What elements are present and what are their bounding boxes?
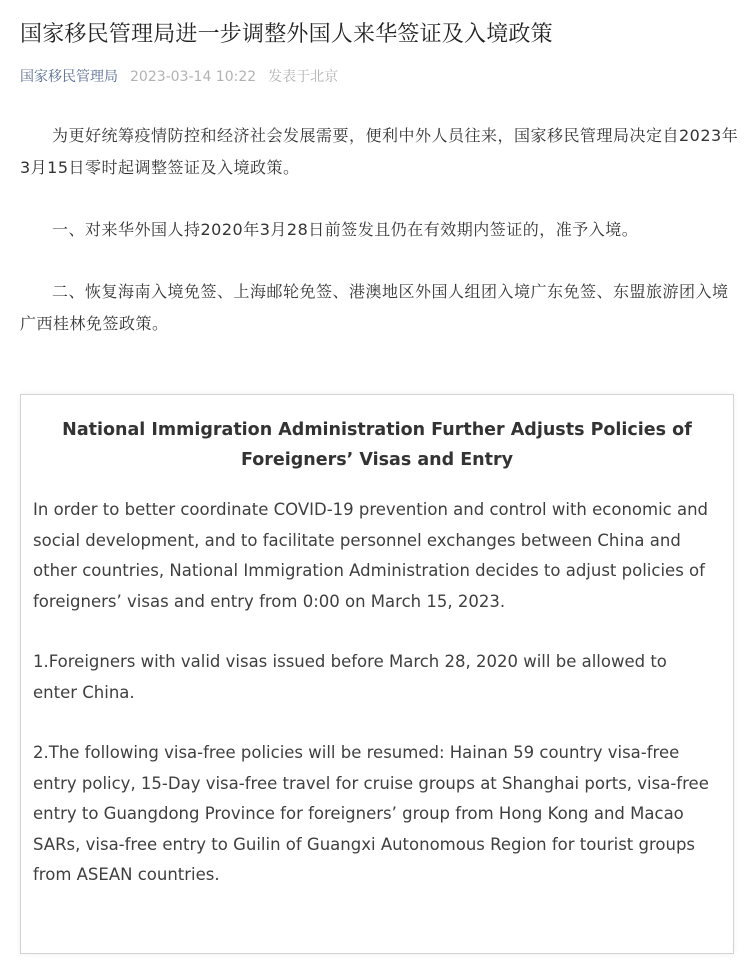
source-account-link[interactable]: 国家移民管理局	[20, 69, 118, 85]
chinese-paragraph-item-1: 一、对来华外国人持2020年3月28日前签发且仍在有效期内签证的，准予入境。	[52, 220, 639, 239]
article-title: 国家移民管理局进一步调整外国人来华签证及入境政策	[20, 22, 553, 47]
publish-location: 发表于北京	[268, 69, 339, 85]
english-paragraph-intro: In order to better coordinate COVID-19 prevention and control with economic and social development, and to facilitate personnel exchanges between China and other countries, National Immigration Administration decides to adjust policies of foreigners’ visas and entry from 0:00 on March 15, 2023.	[33, 500, 709, 611]
article-meta	[20, 66, 338, 88]
chinese-body	[20, 120, 740, 370]
chinese-paragraph-intro: 为更好统筹疫情防控和经济社会发展需要，便利中外人员往来，国家移民管理局决定自2023年3月15日零时起调整签证及入境政策。	[20, 126, 739, 177]
english-body	[33, 495, 715, 891]
chinese-paragraph-item-2: 二、恢复海南入境免签、上海邮轮免签、港澳地区外国人组团入境广东免签、东盟旅游团入境广西桂林免签政策。	[20, 282, 729, 333]
publish-datetime: 2023-03-14 10:22	[130, 69, 257, 85]
english-title: National Immigration Administration Further Adjusts Policies of Foreigners’ Visas and Entry	[62, 420, 692, 470]
english-translation-box	[20, 394, 734, 954]
english-paragraph-item-1: 1.Foreigners with valid visas issued before March 28, 2020 will be allowed to enter China.	[33, 652, 667, 702]
english-paragraph-item-2: 2.The following visa-free policies will be resumed: Hainan 59 country visa-free entry policy, 15-Day visa-free travel for cruise groups at Shanghai ports, visa-free entry to Guangdong Province for foreigners’ group from Hong Kong and Macao SARs, visa-free entry to Guilin of Guangxi Autonomous Region for tourist groups from ASEAN countries.	[33, 743, 709, 884]
